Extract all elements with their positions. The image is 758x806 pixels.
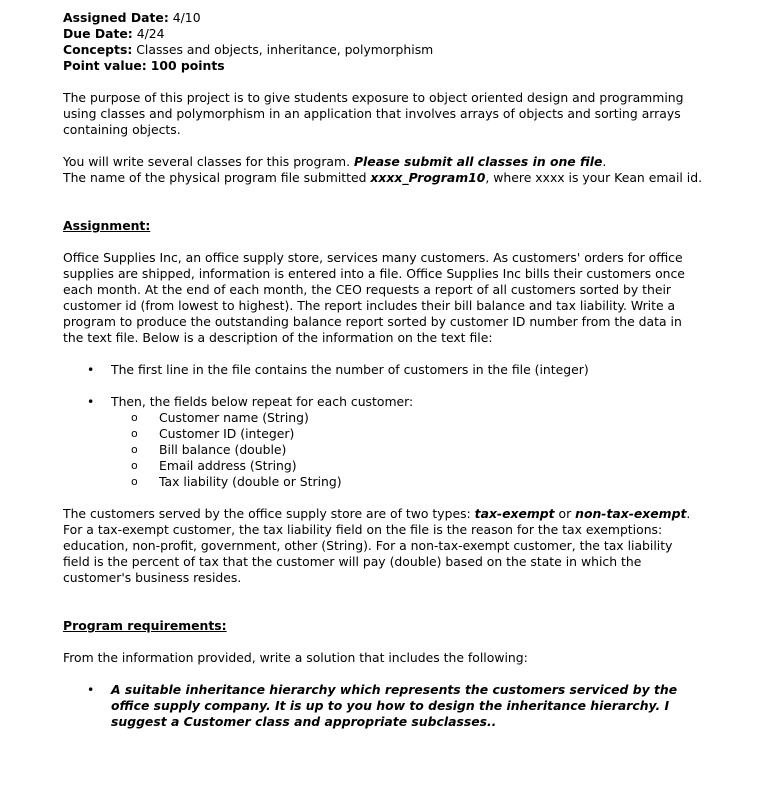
submission-paragraph	[63, 154, 703, 186]
point-value-label: Point value:	[63, 58, 147, 73]
field-email: Email address (String)	[159, 458, 297, 473]
purpose-paragraph: The purpose of this project is to give students exposure to object oriented design and programming using classes and polymorphism in an application that involves arrays of objects and sorting arrays containing objects.	[63, 90, 684, 137]
file-format-list	[63, 362, 703, 490]
first-line-description: The first line in the file contains the number of customers in the file (integer)	[111, 362, 589, 377]
circle-bullet-icon: o	[131, 475, 138, 488]
write-period: .	[602, 154, 607, 169]
document-page	[63, 10, 703, 746]
circle-bullet-icon: o	[131, 427, 138, 440]
list-item	[63, 362, 703, 378]
inheritance-requirement: A suitable inheritance hierarchy which represents the customers serviced by the office supply company. It is up to you how to design the inheritance hierarchy. I suggest a Customer class and appropriate subclasses..	[111, 682, 678, 729]
program-requirements-heading: Program requirements:	[63, 618, 227, 633]
assignment-paragraph: Office Supplies Inc, an office supply store, services many customers. As customers' orders for office supplies are shipped, information is entered into a file. Office Supplies Inc bills their customers once each month. At the end of each month, the CEO requests a report of all customers sorted by their customer id (from lowest to highest). The report includes their bill balance and tax liability. Write a program to produce the outstanding balance report sorted by customer ID number from the data in the text file. Below is a description of the information on the text file:	[63, 250, 685, 345]
filename-text: The name of the physical program file submitted	[63, 170, 371, 185]
customer-types-paragraph	[63, 506, 703, 586]
assigned-date	[63, 10, 703, 26]
assignment-heading: Assignment:	[63, 218, 151, 233]
bullet-icon: •	[87, 682, 95, 697]
submit-instruction: Please submit all classes in one file	[353, 154, 603, 169]
field-customer-name: Customer name (String)	[159, 410, 309, 425]
write-text: You will write several classes for this program.	[63, 154, 354, 169]
field-item	[111, 458, 703, 474]
concepts-value: Classes and objects, inheritance, polymorphism	[136, 42, 434, 57]
tax-exempt-term: tax-exempt	[474, 506, 555, 521]
types-text: The customers served by the office supply store are of two types:	[63, 506, 475, 521]
assigned-date-value: 4/10	[172, 10, 201, 25]
program-filename: xxxx_Program10	[370, 170, 486, 185]
field-customer-id: Customer ID (integer)	[159, 426, 295, 441]
field-bill-balance: Bill balance (double)	[159, 442, 287, 457]
types-or: or	[554, 506, 576, 521]
circle-bullet-icon: o	[131, 411, 138, 424]
bullet-icon: •	[87, 394, 95, 409]
circle-bullet-icon: o	[131, 459, 138, 472]
circle-bullet-icon: o	[131, 443, 138, 456]
due-date-label: Due Date:	[63, 26, 133, 41]
due-date	[63, 26, 703, 42]
concepts-label: Concepts:	[63, 42, 133, 57]
repeat-fields-description: Then, the fields below repeat for each customer:	[111, 394, 414, 409]
point-value	[63, 58, 703, 74]
field-tax-liability: Tax liability (double or String)	[159, 474, 342, 489]
list-item	[63, 682, 703, 730]
field-item	[111, 474, 703, 490]
requirements-intro: From the information provided, write a solution that includes the following:	[63, 650, 528, 665]
field-item	[111, 410, 703, 426]
assigned-date-label: Assigned Date:	[63, 10, 169, 25]
types-detail: . For a tax-exempt customer, the tax liability field on the file is the reason for the tax exemptions: education, non-profit, government, other (String). For a non-tax-exempt customer, the tax liability field is the percent of tax that the customer will pay (double) based on the state in which the customer's business resides.	[63, 506, 691, 585]
non-tax-exempt-term: non-tax-exempt	[575, 506, 687, 521]
bullet-icon: •	[87, 362, 95, 377]
point-value-amount: 100 points	[150, 58, 225, 73]
due-date-value: 4/24	[136, 26, 165, 41]
requirements-list	[63, 682, 703, 730]
list-item	[63, 394, 703, 490]
customer-fields-list	[111, 410, 703, 490]
filename-tail: , where xxxx is your Kean email id.	[485, 170, 703, 185]
concepts	[63, 42, 703, 58]
field-item	[111, 426, 703, 442]
field-item	[111, 442, 703, 458]
